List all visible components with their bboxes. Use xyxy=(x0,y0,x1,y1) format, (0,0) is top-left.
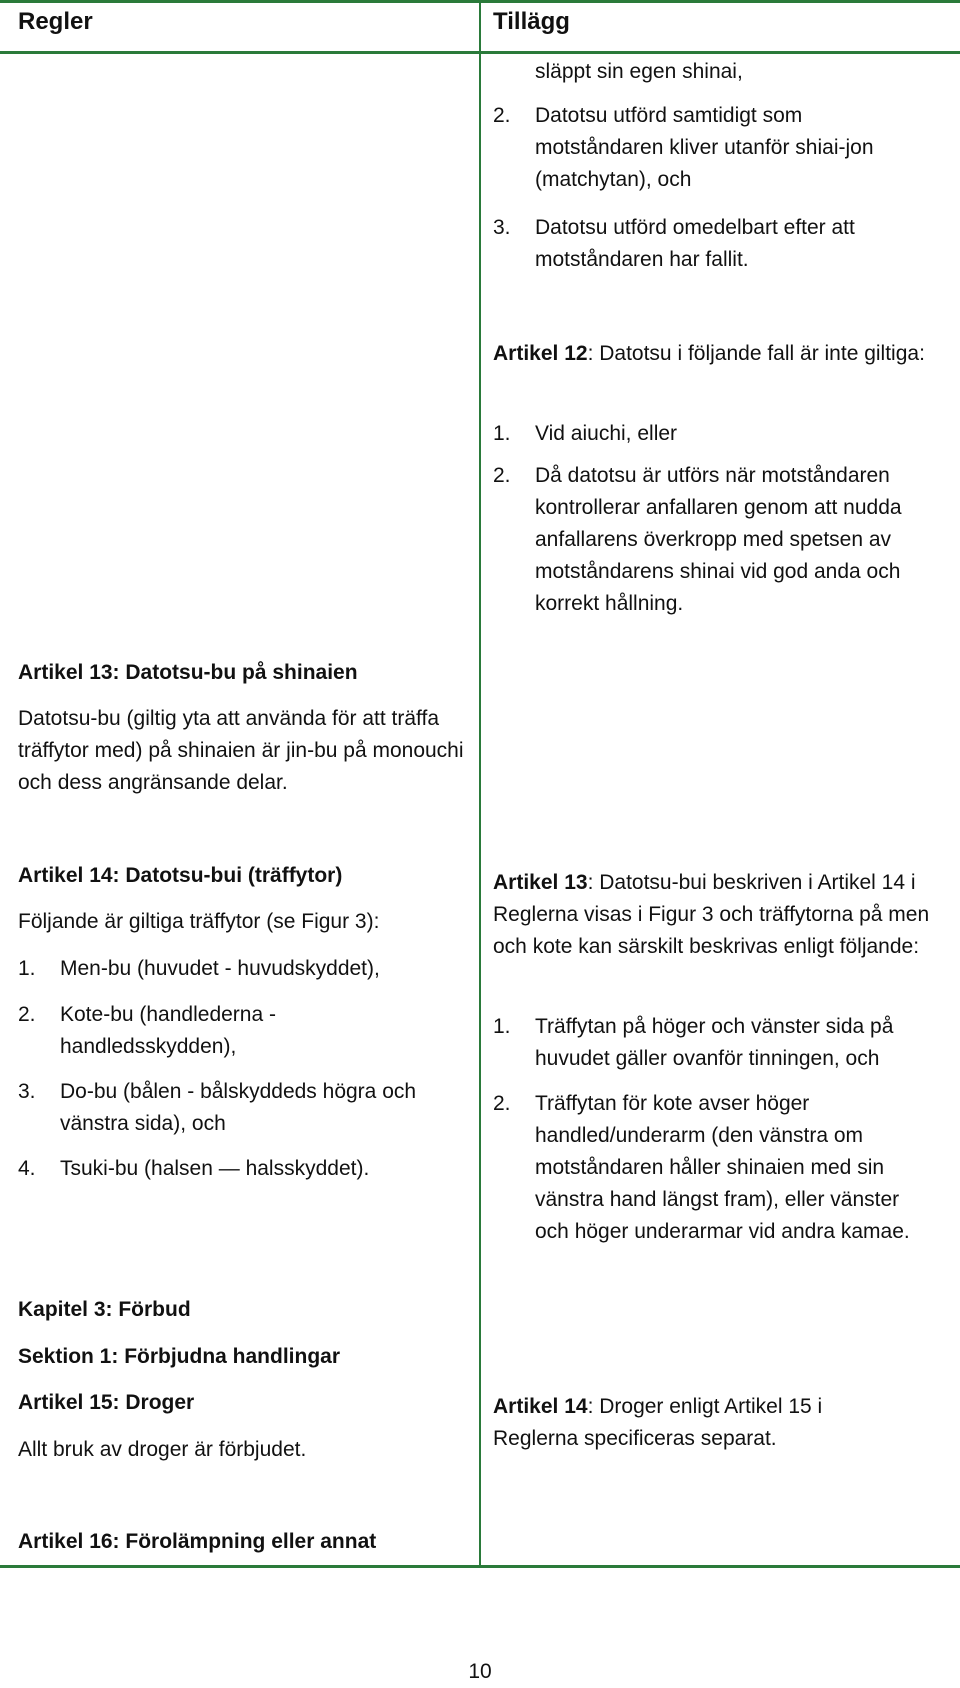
article-15-title: Artikel 15: Droger xyxy=(18,1391,195,1414)
list-number: 3. xyxy=(18,1080,36,1103)
article-15-text: Allt bruk av droger är förbjudet. xyxy=(18,1438,307,1461)
list-text: Då datotsu är utförs när motståndaren kontrollerar anfallaren genom att nudda anfallarens överkropp med spetsen av motståndarens shinai vid god anda och korrekt hållning. xyxy=(535,464,902,615)
list-number: 2. xyxy=(493,104,511,127)
list-text: Do-bu (bålen - bålskyddeds högra och vänstra sida), och xyxy=(60,1080,417,1135)
list-text: Tsuki-bu (halsen — halsskyddet). xyxy=(60,1157,370,1180)
article-14-intro: Följande är giltiga träffytor (se Figur 3): xyxy=(18,910,380,933)
tillagg-article-14-text: : Droger enligt Artikel 15 i Reglerna specificeras separat. xyxy=(493,1395,823,1450)
list-text: Vid aiuchi, eller xyxy=(535,422,678,445)
list-number: 1. xyxy=(493,422,511,445)
article-12-heading: Artikel 12 xyxy=(493,342,588,365)
page-number: 10 xyxy=(468,1660,492,1683)
list-number: 2. xyxy=(493,464,511,487)
column-header-tillagg: Tillägg xyxy=(493,8,570,35)
list-number: 2. xyxy=(18,1003,36,1026)
chapter-3-heading: Kapitel 3: Förbud xyxy=(18,1298,191,1321)
list-number: 3. xyxy=(493,216,511,239)
column-divider xyxy=(479,0,481,1568)
column-header-regler: Regler xyxy=(18,8,93,35)
list-number: 2. xyxy=(493,1092,511,1115)
tillagg-article-13-paragraph xyxy=(493,867,933,963)
list-text: Träffytan för kote avser höger handled/underarm (den vänstra om motståndaren håller shinaien med sin vänstra hand längst fram), eller vänster och höger underarmar vid andra kamae. xyxy=(535,1092,910,1243)
list-text: Träffytan på höger och vänster sida på huvudet gäller ovanför tinningen, och xyxy=(535,1015,894,1070)
tillagg-article-14-paragraph xyxy=(493,1391,893,1455)
article-12-text: : Datotsu i följande fall är inte giltiga: xyxy=(587,342,925,365)
list-number: 4. xyxy=(18,1157,36,1180)
article-13-text: Datotsu-bu (giltig yta att använda för att träffa träffytor med) på shinaien är jin-bu på monouchi och dess angränsande delar. xyxy=(18,707,464,794)
article-12-paragraph xyxy=(493,338,933,370)
list-text: Kote-bu (handlederna - handledsskydden), xyxy=(60,1003,276,1058)
article-16-title: Artikel 16: Förolämpning eller annat xyxy=(18,1530,377,1553)
tillagg-article-13-heading: Artikel 13 xyxy=(493,871,588,894)
list-text: Datotsu utförd omedelbart efter att motståndaren har fallit. xyxy=(535,216,855,271)
list-number: 1. xyxy=(493,1015,511,1038)
tillagg-article-14-heading: Artikel 14 xyxy=(493,1395,588,1418)
list-number: 1. xyxy=(18,957,36,980)
tillagg-article-13-text: : Datotsu-bui beskriven i Artikel 14 i Reglerna visas i Figur 3 och träffytorna på men och kote kan särskilt beskrivas enligt följande: xyxy=(493,871,930,958)
article-14-title: Artikel 14: Datotsu-bui (träffytor) xyxy=(18,864,343,887)
list-text: Datotsu utförd samtidigt som motståndaren kliver utanför shiai-jon (matchytan), och xyxy=(535,104,874,191)
section-1-heading: Sektion 1: Förbjudna handlingar xyxy=(18,1345,341,1368)
article-13-title: Artikel 13: Datotsu-bu på shinaien xyxy=(18,661,358,684)
continued-line: släppt sin egen shinai, xyxy=(535,60,743,83)
list-text: Men-bu (huvudet - huvudskyddet), xyxy=(60,957,380,980)
